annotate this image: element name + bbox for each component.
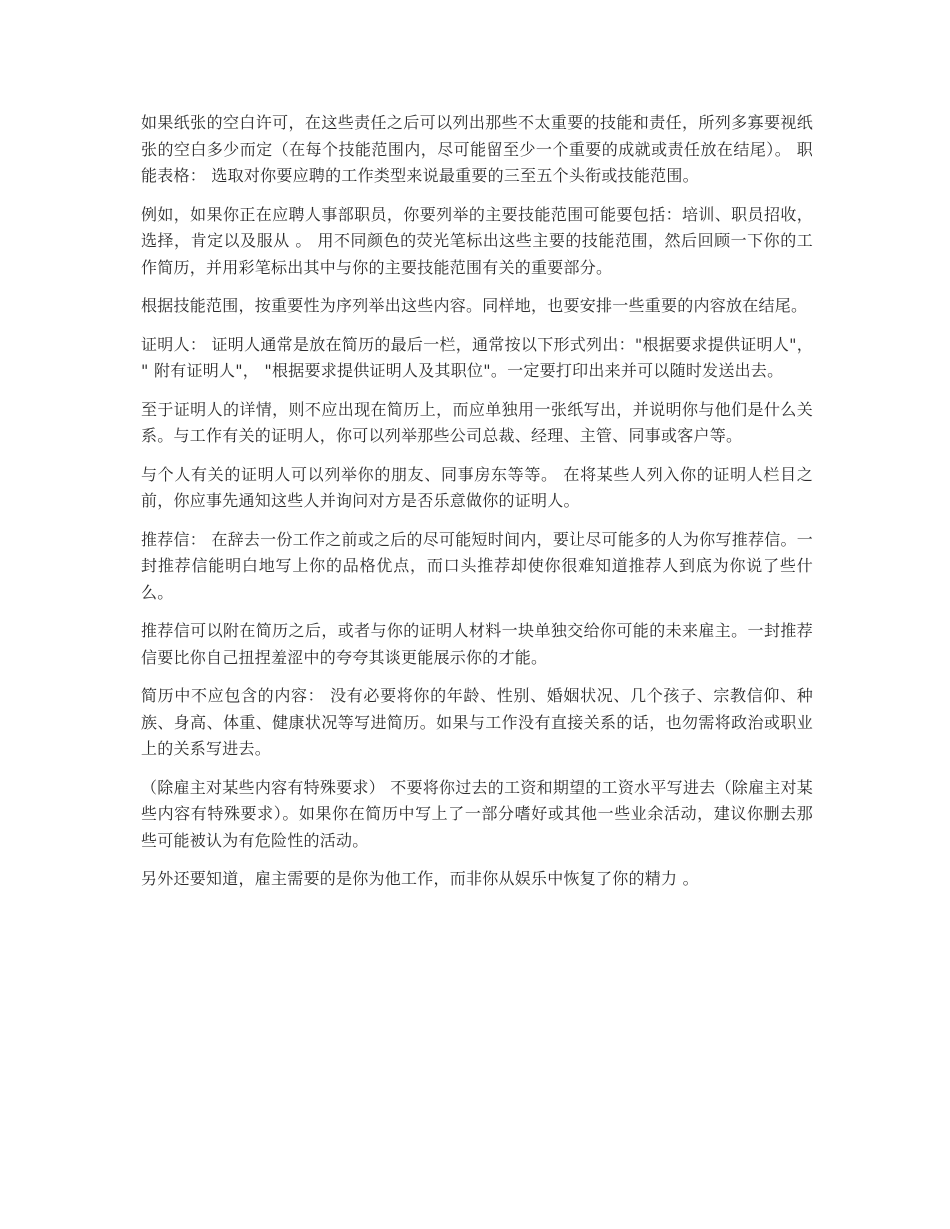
paragraph: 如果纸张的空白许可，在这些责任之后可以列出那些不太重要的技能和责任，所列多寡要视纸张的空白多少而定（在每个技能范围内，尽可能留至少一个重要的成就或责任放在结尾）。 职能表格： 选取对你要应聘的工作类型来说最重要的三至五个头衔或技能范围。 — [141, 113, 813, 185]
document-body — [141, 110, 813, 905]
paragraph: 与个人有关的证明人可以列举你的朋友、同事房东等等。 在将某些人列入你的证明人栏目之前，你应事先通知这些人并询问对方是否乐意做你的证明人。 — [141, 464, 813, 510]
paragraph: （除雇主对某些内容有特殊要求） 不要将你过去的工资和期望的工资水平写进去（除雇主对某些内容有特殊要求）。如果你在简历中写上了一部分嗜好或其他一些业余活动，建议你删去那些可能被认为有危险性的活动。 — [141, 777, 813, 850]
paragraph: 另外还要知道，雇主需要的是你为他工作，而非你从娱乐中恢复了你的精力 。 — [141, 869, 699, 888]
paragraph: 简历中不应包含的内容： 没有必要将你的年龄、性别、婚姻状况、几个孩子、宗教信仰、种族、身高、体重、健康状况等写进简历。如果与工作没有直接关系的话，也勿需将政治或职业上的关系写进去。 — [141, 686, 813, 758]
paragraph: 推荐信： 在辞去一份工作之前或之后的尽可能短时间内，要让尽可能多的人为你写推荐信。一封推荐信能明白地写上你的品格优点，而口头推荐却使你很难知道推荐人到底为你说了些什么。 — [141, 529, 813, 602]
paragraph: 例如，如果你正在应聘人事部职员，你要列举的主要技能范围可能要包括：培训、职员招收，选择，肯定以及服从 。 用不同颜色的荧光笔标出这些主要的技能范围，然后回顾一下你的工作简历，并用彩笔标出其中与你的主要技能范围有关的重要部分。 — [141, 204, 813, 277]
paragraph: 证明人： 证明人通常是放在简历的最后一栏，通常按以下形式列出："根据要求提供证明人"， " 附有证明人"， "根据要求提供证明人及其职位"。一定要打印出来并可以随时发送出去。 — [141, 334, 813, 380]
paragraph: 至于证明人的详情，则不应出现在简历上，而应单独用一张纸写出，并说明你与他们是什么关系。与工作有关的证明人，你可以列举那些公司总裁、经理、主管、同事或客户等。 — [141, 399, 813, 445]
paragraph: 根据技能范围，按重要性为序列举出这些内容。同样地，也要安排一些重要的内容放在结尾。 — [141, 296, 808, 315]
paragraph: 推荐信可以附在简历之后，或者与你的证明人材料一块单独交给你可能的未来雇主。一封推荐信要比你自己扭捏羞涩中的夸夸其谈更能展示你的才能。 — [141, 621, 813, 667]
